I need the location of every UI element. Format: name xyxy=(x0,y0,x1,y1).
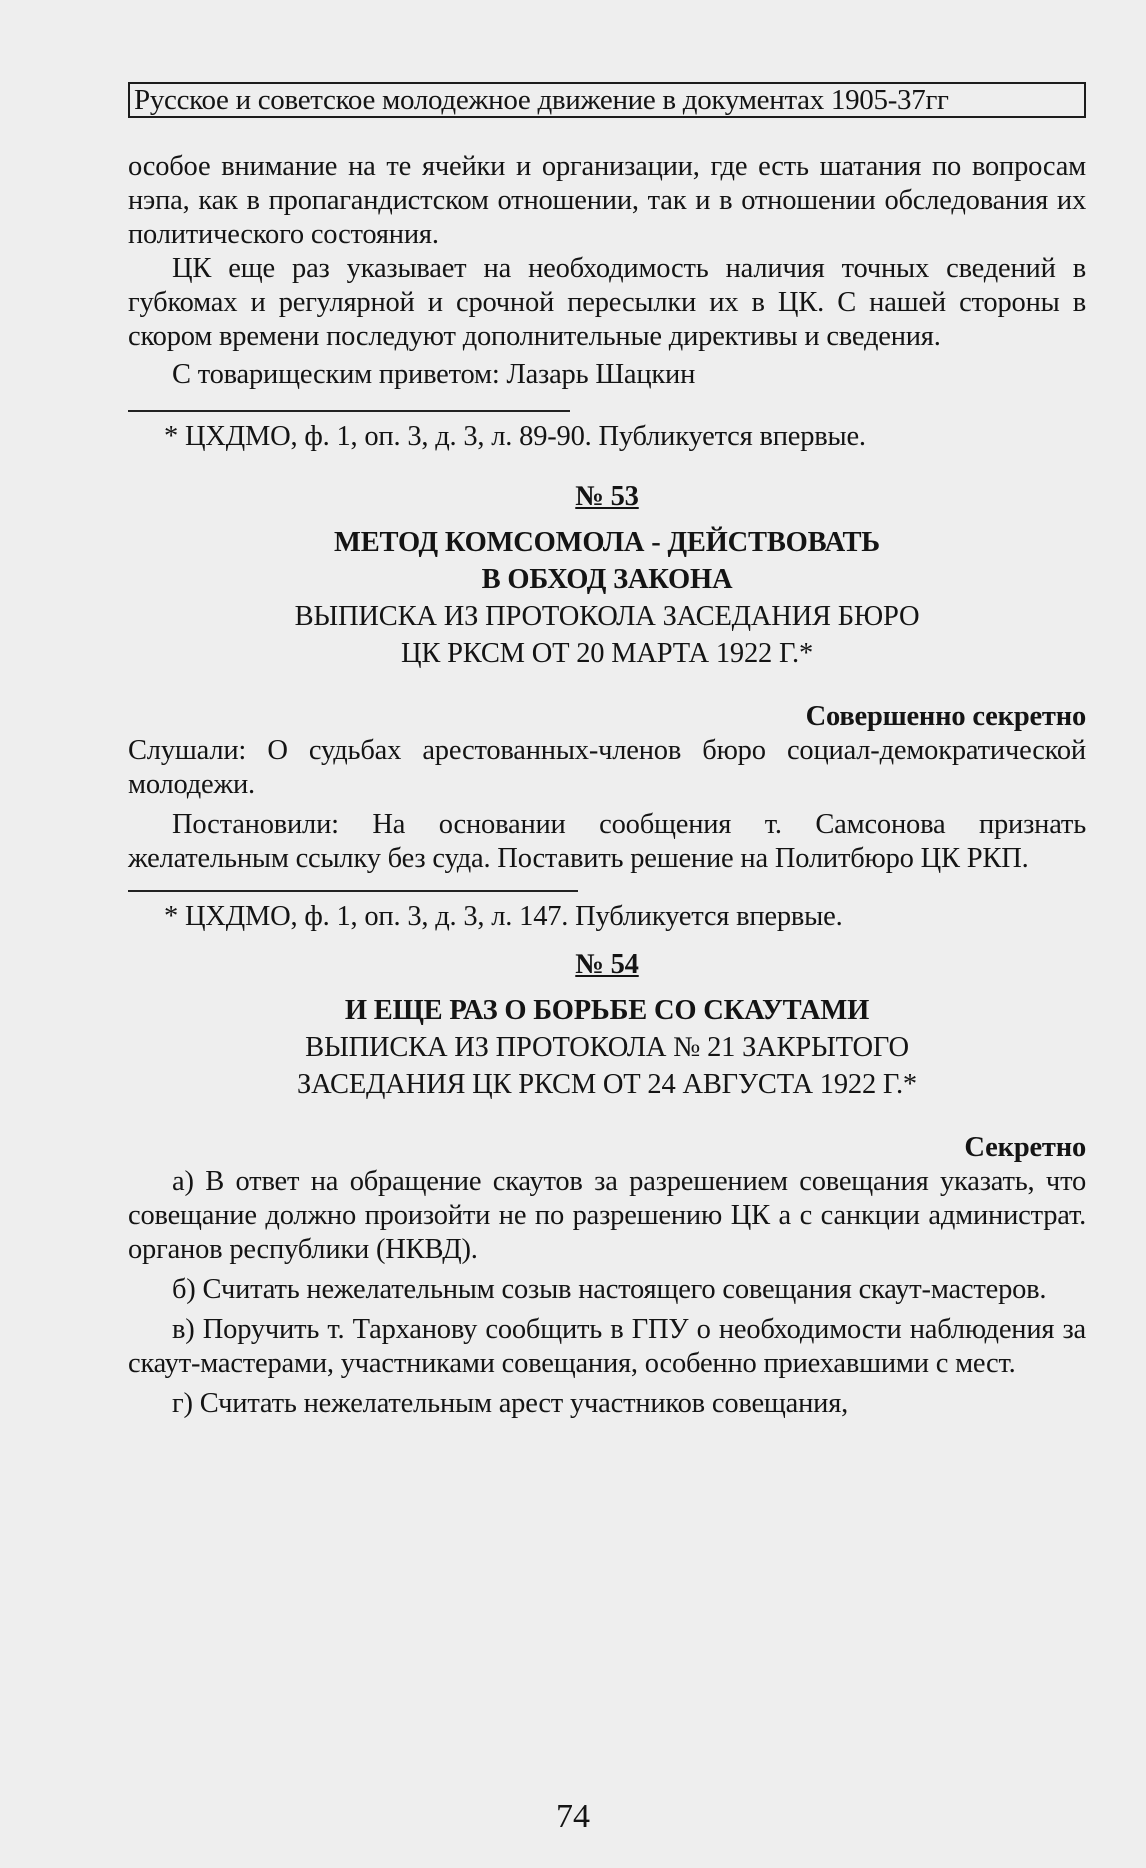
footnote-rule xyxy=(128,410,570,412)
classification-stamp: Совершенно секретно xyxy=(805,701,1086,732)
document-title xyxy=(128,992,1086,1029)
title-line: МЕТОД КОМСОМОЛА - ДЕЙСТВОВАТЬ xyxy=(334,527,880,558)
document-subtitle xyxy=(128,598,1086,672)
document-number: № 54 xyxy=(575,949,639,980)
document-subtitle xyxy=(128,1029,1086,1103)
resolution-item: г) Считать нежелательным арест участников совещания, xyxy=(172,1388,849,1419)
resolution-item: б) Считать нежелательным созыв настоящего совещания скаут-мастеров. xyxy=(172,1274,1047,1305)
paragraph: ЦК еще раз указывает на необходимость наличия точных сведений в губкомах и регулярной и срочной пересылки их в ЦК. С нашей стороны в скором времени последуют дополнительные директивы и сведения. xyxy=(128,253,1086,352)
subtitle-line: ВЫПИСКА ИЗ ПРОТОКОЛА № 21 ЗАКРЫТОГО xyxy=(305,1032,909,1063)
subtitle-line: ЦК РКСМ ОТ 20 МАРТА 1922 Г.* xyxy=(400,638,814,669)
title-line: В ОБХОД ЗАКОНА xyxy=(481,564,733,595)
footnote-rule xyxy=(128,890,578,892)
page-body xyxy=(128,150,1086,1421)
document-title xyxy=(128,524,1086,598)
classification-stamp: Секретно xyxy=(964,1132,1086,1163)
resolution-item: а) В ответ на обращение скаутов за разрешением совещания указать, что совещание должно произойти не по разрешению ЦК а с санкции администрат. органов республики (НКВД). xyxy=(128,1166,1086,1265)
footnote: * ЦХДМО, ф. 1, оп. 3, д. 3, л. 147. Публикуется впервые. xyxy=(164,901,843,932)
subtitle-line: ВЫПИСКА ИЗ ПРОТОКОЛА ЗАСЕДАНИЯ БЮРО xyxy=(294,601,920,632)
document-number: № 53 xyxy=(575,481,639,512)
running-header: Русское и советское молодежное движение в документах 1905-37гг xyxy=(128,82,1086,118)
paragraph: Слушали: О судьбах арестованных-членов бюро социал-демократической молодежи. xyxy=(128,735,1086,800)
resolution-item: в) Поручить т. Тарханову сообщить в ГПУ о необходимости наблюдения за скаут-мастерами, участниками совещания, особенно приехавшими с мест. xyxy=(128,1314,1086,1379)
subtitle-line: ЗАСЕДАНИЯ ЦК РКСМ ОТ 24 АВГУСТА 1922 Г.* xyxy=(297,1069,917,1100)
letter-signature: С товарищеским приветом: Лазарь Шацкин xyxy=(172,359,696,390)
paragraph: Постановили: На основании сообщения т. Самсонова признать желательным ссылку без суда. Поставить решение на Политбюро ЦК РКП. xyxy=(128,809,1086,874)
page-number: 74 xyxy=(556,1798,590,1835)
continued-paragraph: особое внимание на те ячейки и организации, где есть шатания по вопросам нэпа, как в пропагандистском отношении, так и в отношении обследования их политического состояния. xyxy=(128,151,1086,250)
footnote: * ЦХДМО, ф. 1, оп. 3, д. 3, л. 89-90. Публикуется впервые. xyxy=(164,421,866,452)
title-line: И ЕЩЕ РАЗ О БОРЬБЕ СО СКАУТАМИ xyxy=(344,995,870,1026)
